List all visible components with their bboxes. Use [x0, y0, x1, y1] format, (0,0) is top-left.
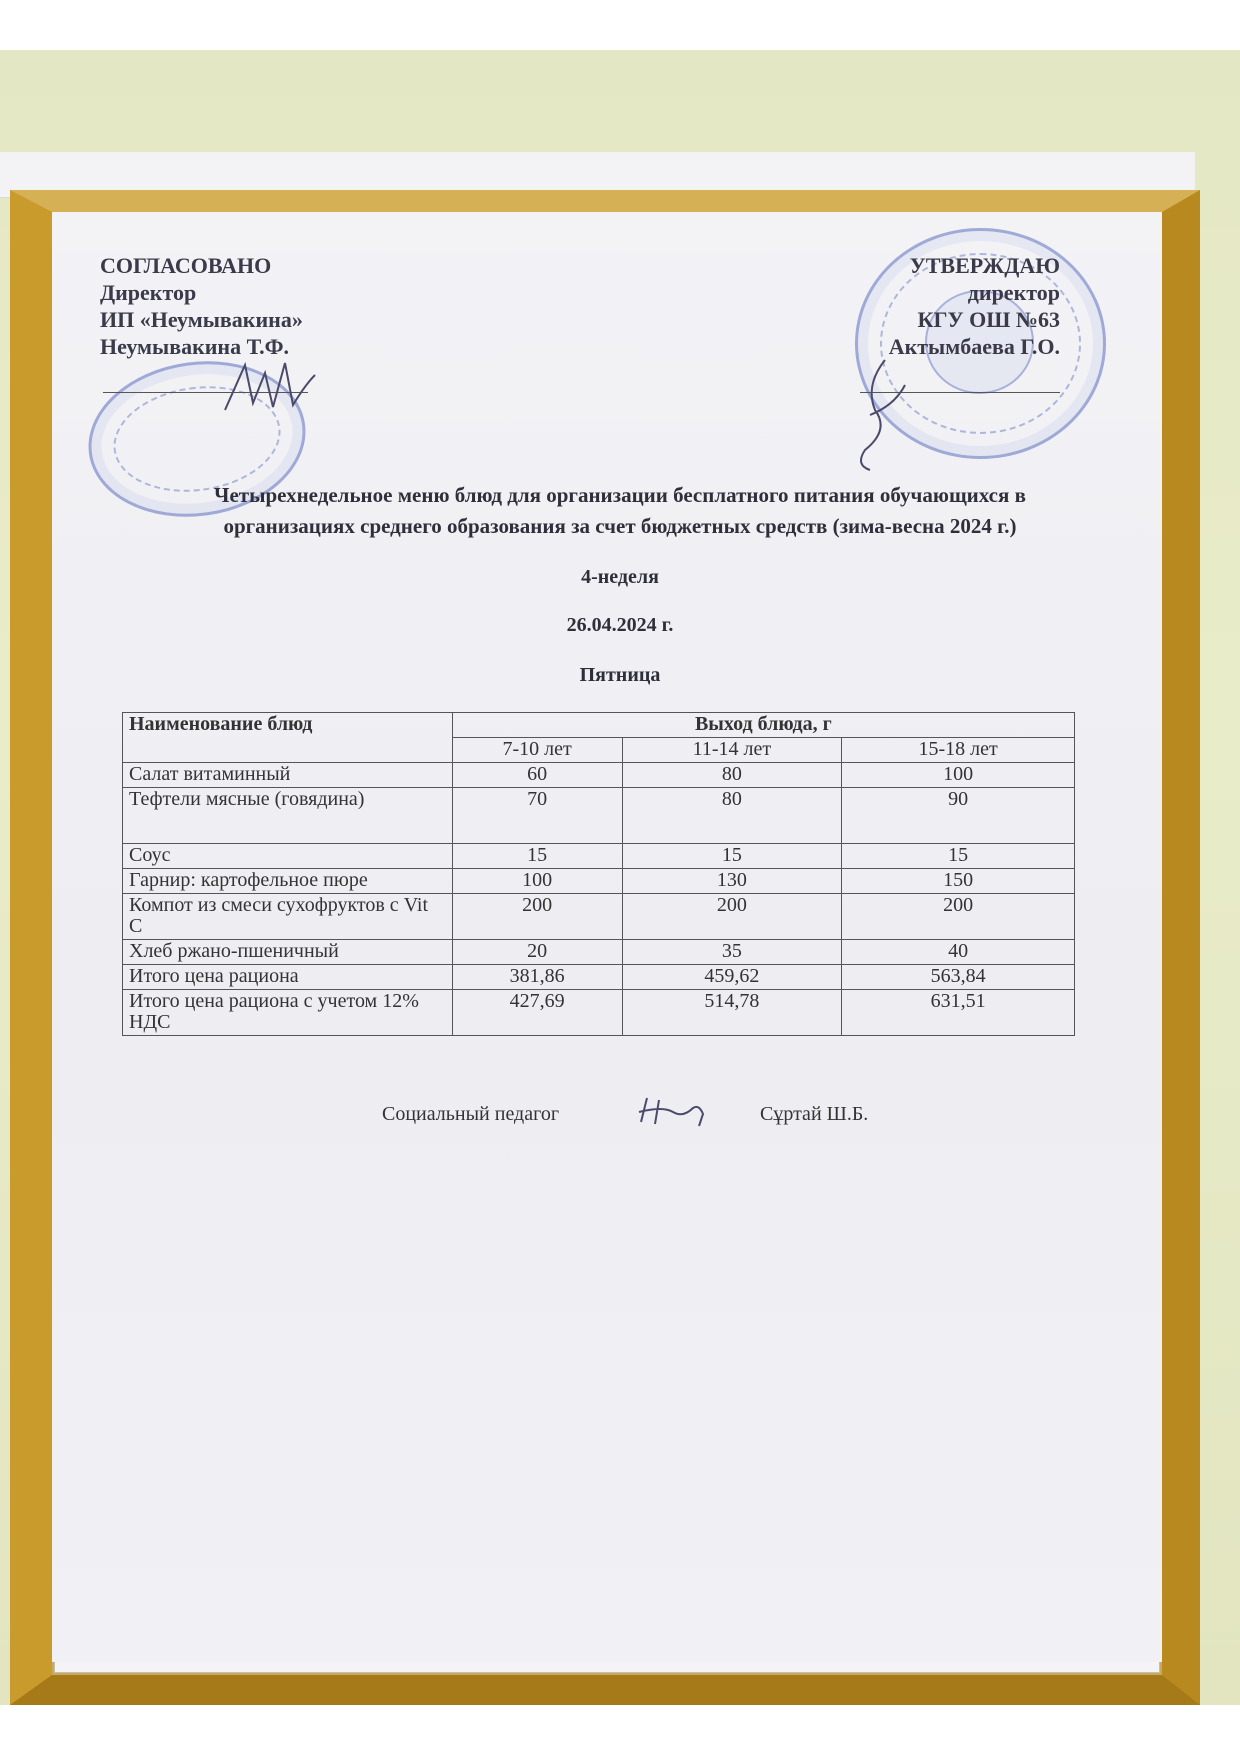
- dish-name-header: Наименование блюд: [123, 713, 453, 763]
- portion-value: 15: [452, 844, 622, 869]
- table-row: [123, 990, 1075, 1036]
- age-group-header: 11-14 лет: [622, 738, 842, 763]
- date-label: 26.04.2024 г.: [566, 614, 674, 636]
- footer-name: Сұртай Ш.Б.: [760, 1103, 869, 1125]
- dish-name: Соус: [123, 844, 453, 869]
- approval-organization: КГУ ОШ №63: [917, 307, 1060, 332]
- table-header-row: [123, 713, 1075, 738]
- approval-heading: УТВЕРЖДАЮ: [909, 253, 1060, 278]
- price-value: 631,51: [842, 990, 1075, 1036]
- portion-value: 60: [452, 763, 622, 788]
- dish-name: Хлеб ржано-пшеничный: [123, 940, 453, 965]
- footer-role: Социальный педагог: [382, 1103, 560, 1125]
- table-row: [123, 788, 1075, 844]
- portion-value: 200: [842, 894, 1075, 940]
- signature-left: [215, 355, 325, 425]
- table-row: [123, 844, 1075, 869]
- portion-value: 150: [842, 869, 1075, 894]
- table-row: [123, 965, 1075, 990]
- portion-value: 40: [842, 940, 1075, 965]
- table-row: [123, 869, 1075, 894]
- portion-value: 35: [622, 940, 842, 965]
- portion-value: 15: [842, 844, 1075, 869]
- dish-name: Итого цена рациона с учетом 12% НДС: [123, 990, 453, 1036]
- approval-heading: СОГЛАСОВАНО: [100, 253, 272, 278]
- table-row: [123, 763, 1075, 788]
- approval-block-left: [100, 252, 303, 360]
- weekday-label: Пятница: [579, 664, 661, 686]
- portion-value: 70: [452, 788, 622, 844]
- document-title: Четырехнедельное меню блюд для организации бесплатного питания обучающихся в организациях среднего образования за счет бюджетных средств (зима-весна 2024 г.): [214, 483, 1026, 538]
- portion-group-header: Выход блюда, г: [452, 713, 1074, 738]
- portion-value: 100: [842, 763, 1075, 788]
- dish-name: Тефтели мясные (говядина): [123, 788, 453, 844]
- signature-footer: [633, 1092, 713, 1132]
- approval-position: директор: [967, 280, 1060, 305]
- dish-name: Салат витаминный: [123, 763, 453, 788]
- portion-value: 80: [622, 788, 842, 844]
- portion-value: 200: [452, 894, 622, 940]
- table-row: [123, 940, 1075, 965]
- portion-value: 200: [622, 894, 842, 940]
- menu-table: [122, 712, 1075, 1036]
- price-value: 459,62: [622, 965, 842, 990]
- price-value: 381,86: [452, 965, 622, 990]
- price-value: 427,69: [452, 990, 622, 1036]
- approval-organization: ИП «Неумывакина»: [100, 307, 303, 332]
- portion-value: 15: [622, 844, 842, 869]
- portion-value: 90: [842, 788, 1075, 844]
- portion-value: 100: [452, 869, 622, 894]
- dish-name: Итого цена рациона: [123, 965, 453, 990]
- age-group-header: 15-18 лет: [842, 738, 1075, 763]
- portion-value: 20: [452, 940, 622, 965]
- signature-right: [845, 355, 915, 475]
- dish-name: Компот из смеси сухофруктов с Vit C: [123, 894, 453, 940]
- price-value: 563,84: [842, 965, 1075, 990]
- approval-position: Директор: [100, 280, 197, 305]
- dish-name: Гарнир: картофельное пюре: [123, 869, 453, 894]
- table-row: [123, 894, 1075, 940]
- approval-block-right: [860, 252, 1060, 360]
- age-group-header: 7-10 лет: [452, 738, 622, 763]
- approval-name: Неумывакина Т.Ф.: [100, 334, 289, 359]
- portion-value: 130: [622, 869, 842, 894]
- price-value: 514,78: [622, 990, 842, 1036]
- portion-value: 80: [622, 763, 842, 788]
- approval-name: Актымбаева Г.О.: [888, 334, 1060, 359]
- week-label: 4-неделя: [581, 566, 659, 588]
